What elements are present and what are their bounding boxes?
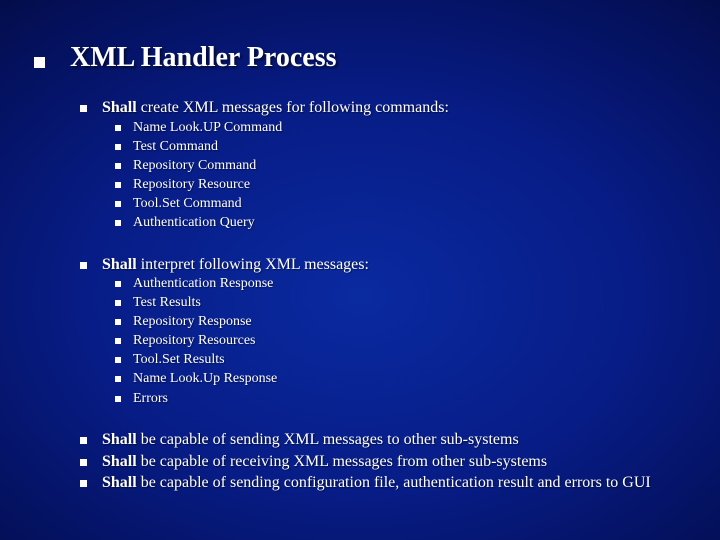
command-label: Test Command — [133, 139, 218, 154]
square-bullet-icon — [34, 57, 45, 68]
square-bullet-icon — [115, 396, 121, 402]
list-item — [115, 351, 415, 370]
message-label: Errors — [133, 391, 168, 406]
square-bullet-icon — [115, 300, 121, 306]
square-bullet-icon — [115, 163, 121, 169]
list-item — [115, 294, 415, 313]
list-item — [115, 157, 415, 176]
section2-heading — [80, 255, 690, 277]
square-bullet-icon — [115, 357, 121, 363]
square-bullet-icon — [115, 376, 121, 382]
square-bullet-icon — [115, 144, 121, 150]
capability-item — [80, 452, 690, 474]
square-bullet-icon — [80, 105, 87, 112]
square-bullet-icon — [80, 480, 87, 487]
command-label: Repository Command — [133, 158, 257, 173]
square-bullet-icon — [115, 319, 121, 325]
square-bullet-icon — [80, 437, 87, 444]
message-label: Repository Response — [133, 314, 252, 329]
list-item — [115, 275, 415, 294]
section1-text: create XML messages for following commands: — [136, 99, 449, 116]
list-item — [115, 370, 415, 389]
message-label: Repository Resources — [133, 333, 256, 348]
square-bullet-icon — [115, 125, 121, 131]
list-item — [115, 390, 415, 409]
command-label: Name Look.UP Command — [133, 120, 283, 135]
message-label: Name Look.Up Response — [133, 371, 278, 386]
capability-text: be capable of receiving XML messages from other sub-systems — [136, 453, 548, 470]
command-label: Tool.Set Command — [133, 196, 242, 211]
square-bullet-icon — [115, 338, 121, 344]
message-label: Tool.Set Results — [133, 352, 225, 367]
capability-item — [80, 473, 670, 513]
square-bullet-icon — [115, 220, 121, 226]
list-item — [115, 195, 415, 214]
message-label: Authentication Response — [133, 276, 274, 291]
section1-heading — [80, 98, 690, 120]
shall-keyword: Shall — [102, 256, 137, 273]
capability-text: be capable of sending configuration file, authentication result and errors to GUI — [136, 474, 651, 491]
square-bullet-icon — [80, 459, 87, 466]
capability-item — [80, 430, 690, 452]
message-label: Test Results — [133, 295, 201, 310]
command-label: Repository Resource — [133, 177, 251, 192]
square-bullet-icon — [115, 201, 121, 207]
capability-text: be capable of sending XML messages to other sub-systems — [136, 431, 519, 448]
shall-keyword: Shall — [102, 431, 137, 448]
list-item — [115, 176, 415, 195]
list-item — [115, 332, 415, 351]
slide-title: XML Handler Process — [70, 42, 337, 73]
list-item — [115, 214, 415, 233]
shall-keyword: Shall — [102, 474, 137, 491]
square-bullet-icon — [115, 182, 121, 188]
list-item — [115, 313, 415, 332]
list-item — [115, 119, 415, 138]
square-bullet-icon — [115, 281, 121, 287]
list-item — [115, 138, 415, 157]
shall-keyword: Shall — [102, 453, 137, 470]
command-label: Authentication Query — [133, 215, 255, 230]
shall-keyword: Shall — [102, 99, 137, 116]
section2-text: interpret following XML messages: — [136, 256, 369, 273]
square-bullet-icon — [80, 262, 87, 269]
